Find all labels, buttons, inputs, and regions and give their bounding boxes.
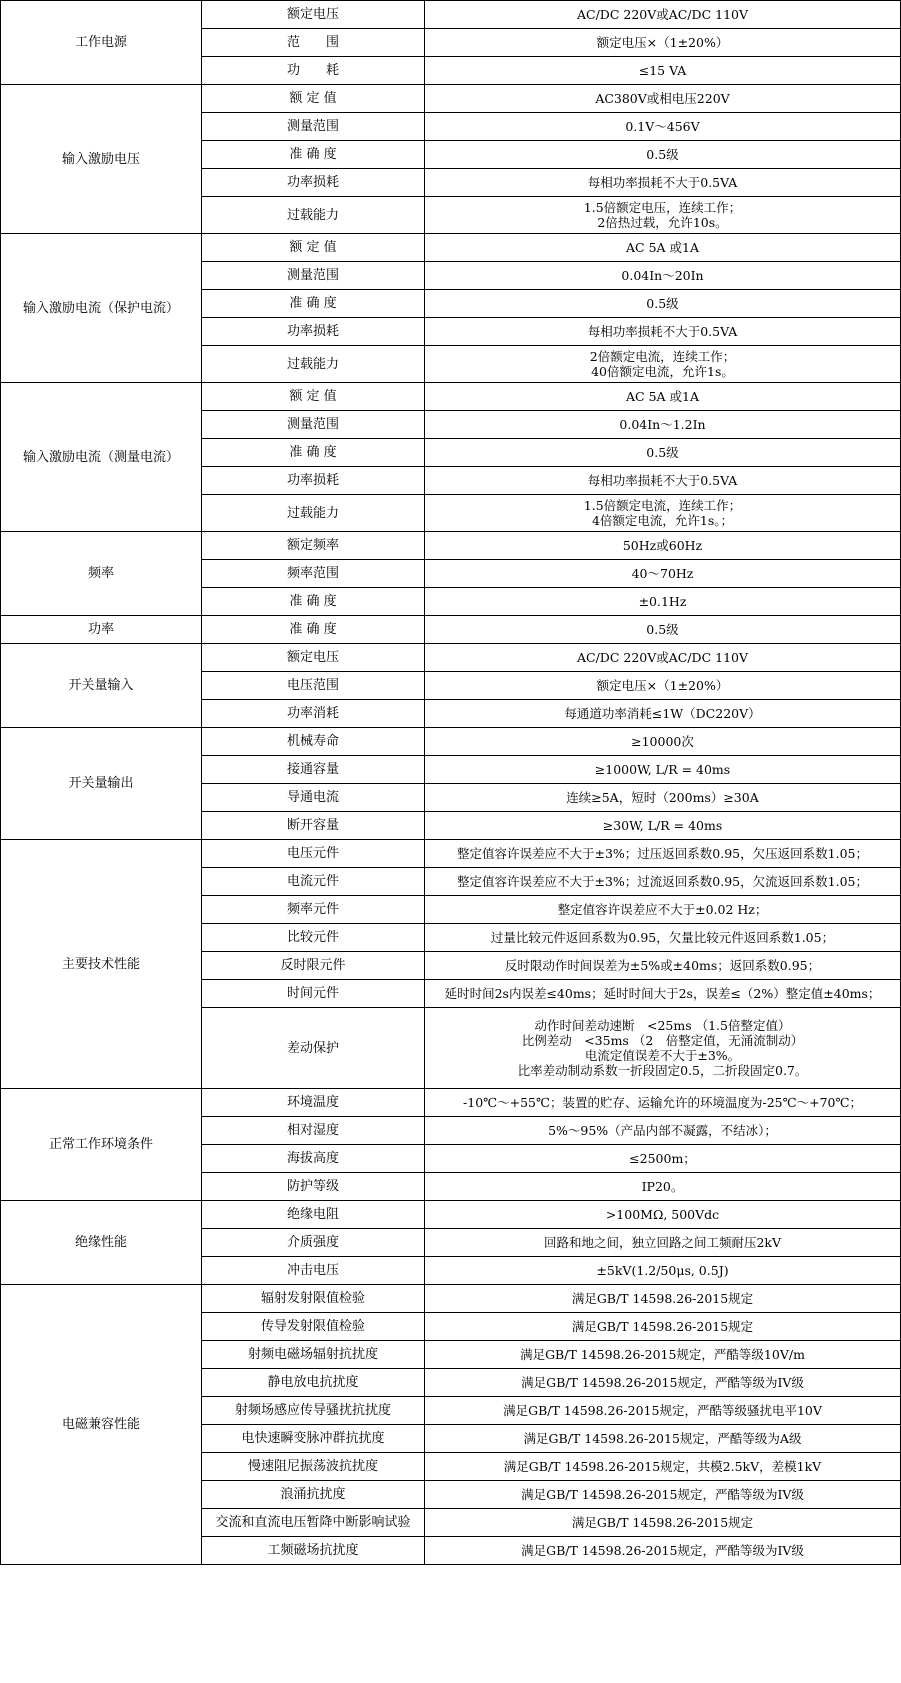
value-cell: [425, 57, 901, 85]
item-name-cell: 慢速阻尼振荡波抗扰度: [202, 1453, 425, 1481]
value-cell: [425, 1145, 901, 1173]
value-line: 0.04In～1.2In: [619, 417, 706, 432]
value-line: 比率差动制动系数一折段固定0.5，二折段固定0.7。: [517, 1063, 808, 1078]
value-cell: [425, 1481, 901, 1509]
value-cell: [425, 616, 901, 644]
value-cell: [425, 29, 901, 57]
value-cell: [425, 1397, 901, 1425]
value-cell: [425, 560, 901, 588]
value-cell: [425, 383, 901, 411]
value-line: AC380V或相电压220V: [595, 91, 730, 106]
value-cell: [425, 1425, 901, 1453]
table-row: [1, 616, 901, 644]
value-line: 50Hz或60Hz: [622, 538, 703, 553]
item-name-cell: 准 确 度: [202, 290, 425, 318]
item-name-cell: 断开容量: [202, 812, 425, 840]
item-name-cell: 过载能力: [202, 495, 425, 532]
value-line: 满足GB/T 14598.26-2015规定，严酷等级为A级: [523, 1431, 802, 1446]
value-line: 每相功率损耗不大于0.5VA: [587, 473, 738, 488]
value-line: 0.5级: [646, 296, 679, 311]
group-name-cell: 输入激励电流（测量电流）: [1, 383, 202, 532]
item-name-cell: 相对湿度: [202, 1117, 425, 1145]
value-line: ≥10000次: [631, 734, 694, 749]
table-row: [1, 85, 901, 113]
value-line: 每相功率损耗不大于0.5VA: [587, 175, 738, 190]
value-line: 满足GB/T 14598.26-2015规定: [571, 1291, 754, 1306]
value-cell: [425, 980, 901, 1008]
value-line: ±5kV(1.2/50μs, 0.5J): [596, 1263, 729, 1278]
item-name-cell: 时间元件: [202, 980, 425, 1008]
value-cell: [425, 467, 901, 495]
value-line: AC/DC 220V或AC/DC 110V: [577, 650, 748, 665]
value-line: 满足GB/T 14598.26-2015规定，共模2.5kV，差模1kV: [503, 1459, 822, 1474]
value-line: 整定值容许误差应不大于±3%；过压返回系数0.95，欠压返回系数1.05；: [457, 846, 868, 861]
value-line: 满足GB/T 14598.26-2015规定: [571, 1515, 754, 1530]
value-line: -10℃～+55℃；装置的贮存、运输允许的环境温度为-25℃～+70℃；: [463, 1095, 862, 1110]
table-row: [1, 234, 901, 262]
value-cell: [425, 1117, 901, 1145]
item-name-cell: 额 定 值: [202, 383, 425, 411]
value-cell: [425, 784, 901, 812]
value-line: 满足GB/T 14598.26-2015规定，严酷等级为IV级: [521, 1543, 804, 1558]
value-cell: [425, 411, 901, 439]
value-cell: [425, 1453, 901, 1481]
value-line: 连续≥5A，短时（200ms）≥30A: [566, 790, 759, 805]
value-cell: [425, 868, 901, 896]
value-line: 每通道功率消耗≤1W（DC220V）: [564, 706, 761, 721]
table-row: [1, 1201, 901, 1229]
item-name-cell: 测量范围: [202, 411, 425, 439]
item-name-cell: 准 确 度: [202, 439, 425, 467]
item-name-cell: 射频场感应传导骚扰抗扰度: [202, 1397, 425, 1425]
item-name-cell: 机械寿命: [202, 728, 425, 756]
value-cell: [425, 1257, 901, 1285]
value-line: ≤15 VA: [638, 63, 687, 78]
group-name-cell: 输入激励电压: [1, 85, 202, 234]
value-line: 回路和地之间，独立回路之间工频耐压2kV: [543, 1235, 782, 1250]
item-name-cell: 功率损耗: [202, 169, 425, 197]
value-cell: [425, 1537, 901, 1565]
group-name-cell: 电磁兼容性能: [1, 1285, 202, 1565]
value-cell: [425, 169, 901, 197]
item-name-cell: 传导发射限值检验: [202, 1313, 425, 1341]
item-name-cell: 额定电压: [202, 644, 425, 672]
item-name-cell: 辐射发射限值检验: [202, 1285, 425, 1313]
value-cell: [425, 346, 901, 383]
item-name-cell: 静电放电抗扰度: [202, 1369, 425, 1397]
group-name-cell: 功率: [1, 616, 202, 644]
item-name-cell: 测量范围: [202, 113, 425, 141]
value-line: 满足GB/T 14598.26-2015规定，严酷等级为IV级: [521, 1487, 804, 1502]
value-cell: [425, 262, 901, 290]
value-line: 40～70Hz: [631, 566, 694, 581]
item-name-cell: 频率元件: [202, 896, 425, 924]
value-cell: [425, 113, 901, 141]
value-cell: [425, 290, 901, 318]
group-name-cell: 正常工作环境条件: [1, 1089, 202, 1201]
value-cell: [425, 532, 901, 560]
value-cell: [425, 318, 901, 346]
item-name-cell: 准 确 度: [202, 616, 425, 644]
item-name-cell: 工频磁场抗扰度: [202, 1537, 425, 1565]
item-name-cell: 冲击电压: [202, 1257, 425, 1285]
value-cell: [425, 495, 901, 532]
value-line: 整定值容许误差应不大于±0.02 Hz；: [557, 902, 768, 917]
value-cell: [425, 1285, 901, 1313]
item-name-cell: 电快速瞬变脉冲群抗扰度: [202, 1425, 425, 1453]
group-name-cell: 绝缘性能: [1, 1201, 202, 1285]
item-name-cell: 准 确 度: [202, 588, 425, 616]
item-name-cell: 接通容量: [202, 756, 425, 784]
item-name-cell: 浪涌抗扰度: [202, 1481, 425, 1509]
value-cell: [425, 1369, 901, 1397]
value-line: 40倍额定电流，允许1s。: [591, 364, 734, 379]
value-line: 1.5倍额定电流，连续工作；: [583, 498, 742, 513]
value-cell: [425, 1341, 901, 1369]
value-line: AC 5A 或1A: [626, 240, 699, 255]
table-row: [1, 1285, 901, 1313]
value-line: 0.5级: [646, 147, 679, 162]
value-cell: [425, 672, 901, 700]
value-cell: [425, 197, 901, 234]
value-cell: [425, 1, 901, 29]
value-line: 比例差动 <35ms （2 倍整定值，无涌流制动）: [521, 1033, 804, 1048]
value-line: 1.5倍额定电压，连续工作；: [583, 200, 742, 215]
value-cell: [425, 952, 901, 980]
value-line: 满足GB/T 14598.26-2015规定: [571, 1319, 754, 1334]
value-cell: [425, 924, 901, 952]
item-name-cell: 差动保护: [202, 1008, 425, 1089]
item-name-cell: 电压范围: [202, 672, 425, 700]
value-line: 0.5级: [646, 445, 679, 460]
item-name-cell: 绝缘电阻: [202, 1201, 425, 1229]
value-cell: [425, 234, 901, 262]
value-line: 每相功率损耗不大于0.5VA: [587, 324, 738, 339]
value-line: 0.1V～456V: [625, 119, 700, 134]
group-name-cell: 主要技术性能: [1, 840, 202, 1089]
table-row: [1, 1089, 901, 1117]
value-line: 5%～95%（产品内部不凝露，不结冰）；: [548, 1123, 777, 1138]
value-cell: [425, 1173, 901, 1201]
value-line: >100MΩ, 500Vdc: [605, 1207, 720, 1222]
value-line: IP20。: [641, 1179, 684, 1194]
item-name-cell: 过载能力: [202, 197, 425, 234]
value-cell: [425, 439, 901, 467]
item-name-cell: 额 定 值: [202, 85, 425, 113]
table-row: [1, 383, 901, 411]
item-name-cell: 环境温度: [202, 1089, 425, 1117]
value-line: 过量比较元件返回系数为0.95，欠量比较元件返回系数1.05；: [490, 930, 835, 945]
item-name-cell: 导通电流: [202, 784, 425, 812]
table-row: [1, 728, 901, 756]
value-line: 电流定值误差不大于±3%。: [584, 1048, 741, 1063]
item-name-cell: 额定电压: [202, 1, 425, 29]
item-name-cell: 功率损耗: [202, 318, 425, 346]
value-line: 满足GB/T 14598.26-2015规定，严酷等级为IV级: [521, 1375, 804, 1390]
group-name-cell: 输入激励电流（保护电流）: [1, 234, 202, 383]
item-name-cell: 功率消耗: [202, 700, 425, 728]
value-cell: [425, 1313, 901, 1341]
value-cell: [425, 588, 901, 616]
table-row: [1, 644, 901, 672]
value-line: 2倍热过载，允许10s。: [597, 215, 728, 230]
value-line: 0.04In～20In: [621, 268, 704, 283]
value-line: ≤2500m；: [629, 1151, 696, 1166]
item-name-cell: 过载能力: [202, 346, 425, 383]
value-cell: [425, 896, 901, 924]
value-cell: [425, 700, 901, 728]
value-line: ≥1000W, L/R = 40ms: [594, 762, 731, 777]
value-cell: [425, 85, 901, 113]
value-line: 0.5级: [646, 622, 679, 637]
value-line: AC/DC 220V或AC/DC 110V: [577, 7, 748, 22]
value-line: 反时限动作时间误差为±5%或±40ms；返回系数0.95；: [504, 958, 821, 973]
value-line: 2倍额定电流，连续工作；: [589, 349, 736, 364]
item-name-cell: 额定频率: [202, 532, 425, 560]
group-name-cell: 工作电源: [1, 1, 202, 85]
item-name-cell: 防护等级: [202, 1173, 425, 1201]
group-name-cell: 频率: [1, 532, 202, 616]
spec-table-body: [1, 1, 901, 1565]
value-line: 延时时间2s内误差≤40ms；延时时间大于2s，误差≤（2%）整定值±40ms；: [444, 986, 881, 1001]
table-row: [1, 840, 901, 868]
value-line: ≥30W, L/R = 40ms: [602, 818, 723, 833]
value-line: 4倍额定电流，允许1s。；: [591, 513, 734, 528]
item-name-cell: 反时限元件: [202, 952, 425, 980]
value-cell: [425, 644, 901, 672]
group-name-cell: 开关量输出: [1, 728, 202, 840]
value-cell: [425, 141, 901, 169]
value-line: ±0.1Hz: [638, 594, 687, 609]
value-cell: [425, 812, 901, 840]
value-cell: [425, 1201, 901, 1229]
item-name-cell: 电压元件: [202, 840, 425, 868]
item-name-cell: 交流和直流电压暂降中断影响试验: [202, 1509, 425, 1537]
item-name-cell: 射频电磁场辐射抗扰度: [202, 1341, 425, 1369]
item-name-cell: 海拔高度: [202, 1145, 425, 1173]
item-name-cell: 功 耗: [202, 57, 425, 85]
item-name-cell: 介质强度: [202, 1229, 425, 1257]
value-cell: [425, 728, 901, 756]
table-row: [1, 1, 901, 29]
value-cell: [425, 756, 901, 784]
item-name-cell: 范 围: [202, 29, 425, 57]
value-line: 整定值容许误差应不大于±3%；过流返回系数0.95，欠流返回系数1.05；: [457, 874, 868, 889]
group-name-cell: 开关量输入: [1, 644, 202, 728]
table-row: [1, 532, 901, 560]
value-cell: [425, 1229, 901, 1257]
value-line: AC 5A 或1A: [626, 389, 699, 404]
item-name-cell: 频率范围: [202, 560, 425, 588]
value-line: 动作时间差动速断 <25ms （1.5倍整定值）: [534, 1018, 791, 1033]
item-name-cell: 测量范围: [202, 262, 425, 290]
value-cell: [425, 1509, 901, 1537]
value-line: 额定电压×（1±20%）: [596, 35, 729, 50]
value-line: 额定电压×（1±20%）: [596, 678, 729, 693]
item-name-cell: 电流元件: [202, 868, 425, 896]
item-name-cell: 准 确 度: [202, 141, 425, 169]
item-name-cell: 比较元件: [202, 924, 425, 952]
value-cell: [425, 840, 901, 868]
value-line: 满足GB/T 14598.26-2015规定，严酷等级10V/m: [520, 1347, 805, 1362]
value-cell: [425, 1008, 901, 1089]
item-name-cell: 额 定 值: [202, 234, 425, 262]
value-line: 满足GB/T 14598.26-2015规定，严酷等级骚扰电平10V: [503, 1403, 822, 1418]
value-cell: [425, 1089, 901, 1117]
item-name-cell: 功率损耗: [202, 467, 425, 495]
